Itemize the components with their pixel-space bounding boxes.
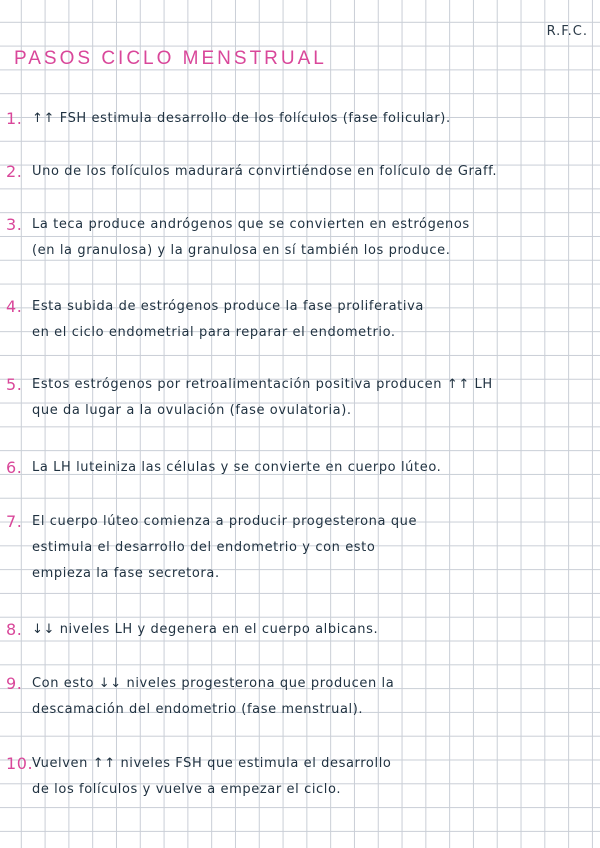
step-line: El cuerpo lúteo comienza a producir progesterona que xyxy=(32,514,418,529)
step-line: ↑↑ FSH estimula desarrollo de los folículos (fase folicular). xyxy=(32,111,451,126)
step-number: 7. xyxy=(6,512,23,531)
step-line: empieza la fase secretora. xyxy=(32,566,220,581)
step-line: que da lugar a la ovulación (fase ovulatoria). xyxy=(32,403,352,418)
step-line: (en la granulosa) y la granulosa en sí también los produce. xyxy=(32,243,451,258)
list-item xyxy=(6,159,586,185)
step-line: descamación del endometrio (fase menstrual). xyxy=(32,702,364,717)
list-item xyxy=(6,455,586,481)
step-line: ↓↓ niveles LH y degenera en el cuerpo albicans. xyxy=(32,622,379,637)
step-number: 3. xyxy=(6,215,23,234)
list-item xyxy=(6,212,586,264)
list-item xyxy=(6,751,586,803)
list-item xyxy=(6,294,586,346)
step-line: La teca produce andrógenos que se convierten en estrógenos xyxy=(32,217,470,232)
step-number: 1. xyxy=(6,109,23,128)
step-line: de los folículos y vuelve a empezar el ciclo. xyxy=(32,782,342,797)
list-item xyxy=(6,617,586,643)
step-number: 9. xyxy=(6,674,23,693)
step-line: Con esto ↓↓ niveles progesterona que producen la xyxy=(32,676,395,691)
step-number: 6. xyxy=(6,458,23,477)
step-line: La LH luteiniza las células y se convierte en cuerpo lúteo. xyxy=(32,460,442,475)
initials: R.F.C. xyxy=(546,24,588,39)
page-title: PASOS CICLO MENSTRUAL xyxy=(14,48,327,69)
list-item xyxy=(6,106,586,132)
list-item xyxy=(6,372,586,424)
step-line: en el ciclo endometrial para reparar el endometrio. xyxy=(32,325,396,340)
step-number: 5. xyxy=(6,375,23,394)
step-line: Vuelven ↑↑ niveles FSH que estimula el desarrollo xyxy=(32,756,392,771)
step-number: 8. xyxy=(6,620,23,639)
step-line: estimula el desarrollo del endometrio y con esto xyxy=(32,540,376,555)
step-line: Uno de los folículos madurará convirtiéndose en folículo de Graff. xyxy=(32,164,498,179)
step-number: 2. xyxy=(6,162,23,181)
list-item xyxy=(6,509,586,587)
list-item xyxy=(6,671,586,723)
step-line: Estos estrógenos por retroalimentación positiva producen ↑↑ LH xyxy=(32,377,493,392)
step-line: Esta subida de estrógenos produce la fase proliferativa xyxy=(32,299,424,314)
step-number: 10. xyxy=(6,754,34,773)
step-number: 4. xyxy=(6,297,23,316)
